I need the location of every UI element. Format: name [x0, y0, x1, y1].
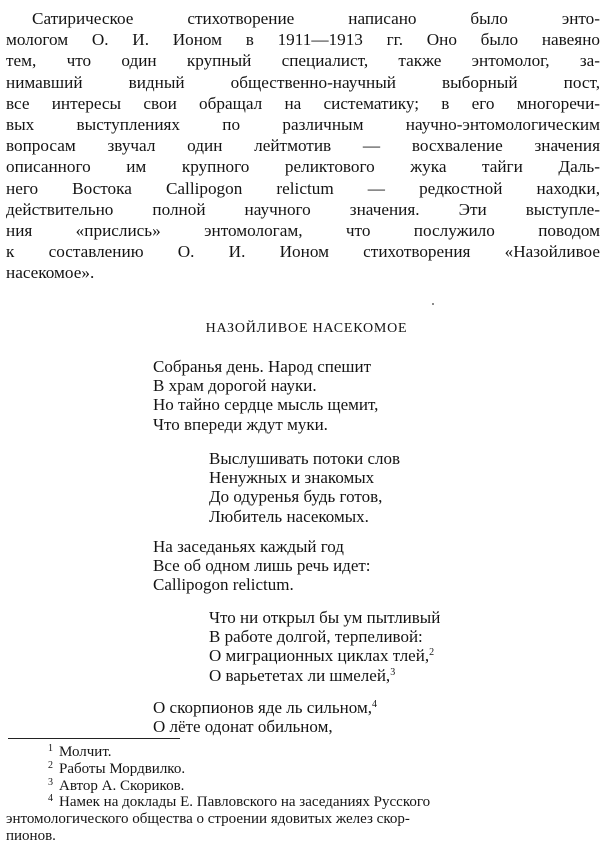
footnote-text: Автор А. Скориков.: [59, 777, 185, 794]
footnote: [6, 761, 600, 778]
poem-line: Собранья день. Народ спешит: [153, 357, 372, 376]
footnote: [6, 744, 600, 761]
poem-line: В работе долгой, терпеливой:: [209, 627, 423, 647]
intro-line: насекомое».: [6, 263, 95, 283]
intro-line: тем, что один крупный специалист, также энтомолог, за-: [6, 51, 600, 71]
footnote-text: Молчит.: [59, 744, 112, 760]
footnote-divider: [8, 738, 180, 739]
poem-line: Что ни открыл бы ум пытливый: [209, 608, 441, 627]
poem-line: Ненужных и знакомых: [209, 468, 375, 488]
intro-line: все интересы свои обращал на систематику; в его многоречи-: [6, 93, 600, 113]
poem-line-text: О скорпионов яде ль сильном,: [153, 698, 372, 717]
poem-line-text: О варьететах ли шмелей,: [209, 665, 391, 685]
intro-line: Сатирическое стихотворение написано было энто-: [32, 9, 600, 28]
intro-line: нимавший видный общественно-научный выборный пост,: [6, 72, 600, 92]
footnote: [6, 794, 600, 844]
intro-line: действительно полной научного значения. Эти выступле-: [6, 199, 600, 219]
intro-line: описанного им крупного реликтового жука тайги Даль-: [6, 157, 600, 177]
footnote-number: 1: [48, 743, 53, 754]
intro-paragraph: [6, 8, 600, 284]
poem-line: Все об одном лишь речь идет:: [153, 556, 371, 576]
footnote-text-continued: пионов.: [6, 827, 56, 844]
poem-line: В храм дорогой науки.: [153, 376, 317, 396]
poem-stanza-5: [153, 698, 377, 736]
footnote-number: 3: [48, 776, 53, 788]
intro-line: вопросам звучал один лейтмотив — восхваление значения: [6, 136, 600, 156]
footnotes: [6, 744, 600, 845]
footnote-number: 4: [48, 793, 53, 805]
intro-line: мологом О. И. Ионом в 1911—1913 гг. Оно было навеяно: [6, 30, 600, 50]
footnote-text: Намек на доклады Е. Павловского на заседаниях Русского: [59, 794, 431, 811]
poem-line-with-ref: [209, 666, 440, 685]
poem-line-text: О миграционных циклах тлей,: [209, 646, 430, 666]
poem-line: Что впереди ждут муки.: [153, 414, 328, 434]
footnote-text-continued: энтомологического общества о строении ядовитых желез скор-: [6, 811, 410, 828]
poem-stanza-1: [153, 357, 378, 434]
poem-line-with-ref: [153, 698, 377, 717]
intro-line: вых выступлениях по различным научно-энтомологическим: [6, 115, 600, 135]
poem-title: НАЗОЙЛИВОЕ НАСЕКОМОЕ: [205, 321, 408, 336]
poem-stanza-4: [209, 608, 440, 685]
footnote-ref: 2: [429, 647, 435, 659]
poem-stanza-3: [153, 537, 371, 595]
intro-line: ния «прислись» энтомологам, что послужило поводом: [6, 221, 600, 241]
footnote: [6, 778, 600, 795]
poem-line: На заседаньях каждый год: [153, 537, 344, 556]
poem-line-with-ref: [209, 646, 440, 665]
poem-line: Callipogon relictum.: [153, 575, 294, 595]
footnote-number: 2: [48, 759, 53, 771]
poem-line: О лёте одонат обильном,: [153, 717, 333, 737]
poem-line: Любитель насекомых.: [209, 506, 369, 526]
poem-stanza-2: [209, 449, 400, 526]
footnote-ref: 4: [371, 699, 377, 710]
footnote-ref: 3: [390, 666, 396, 678]
poem-line: Но тайно сердце мысль щемит,: [153, 395, 379, 415]
poem-line: До одуренья будь готов,: [209, 487, 383, 507]
intro-line: него Востока Callipogon relictum — редкостной находки,: [6, 178, 600, 198]
footnote-text: Работы Мордвилко.: [59, 760, 186, 777]
print-speck: [432, 303, 434, 305]
intro-line: к составлению О. И. Ионом стихотворения «Назойливое: [6, 242, 600, 262]
poem-line: Выслушивать потоки слов: [209, 449, 401, 468]
